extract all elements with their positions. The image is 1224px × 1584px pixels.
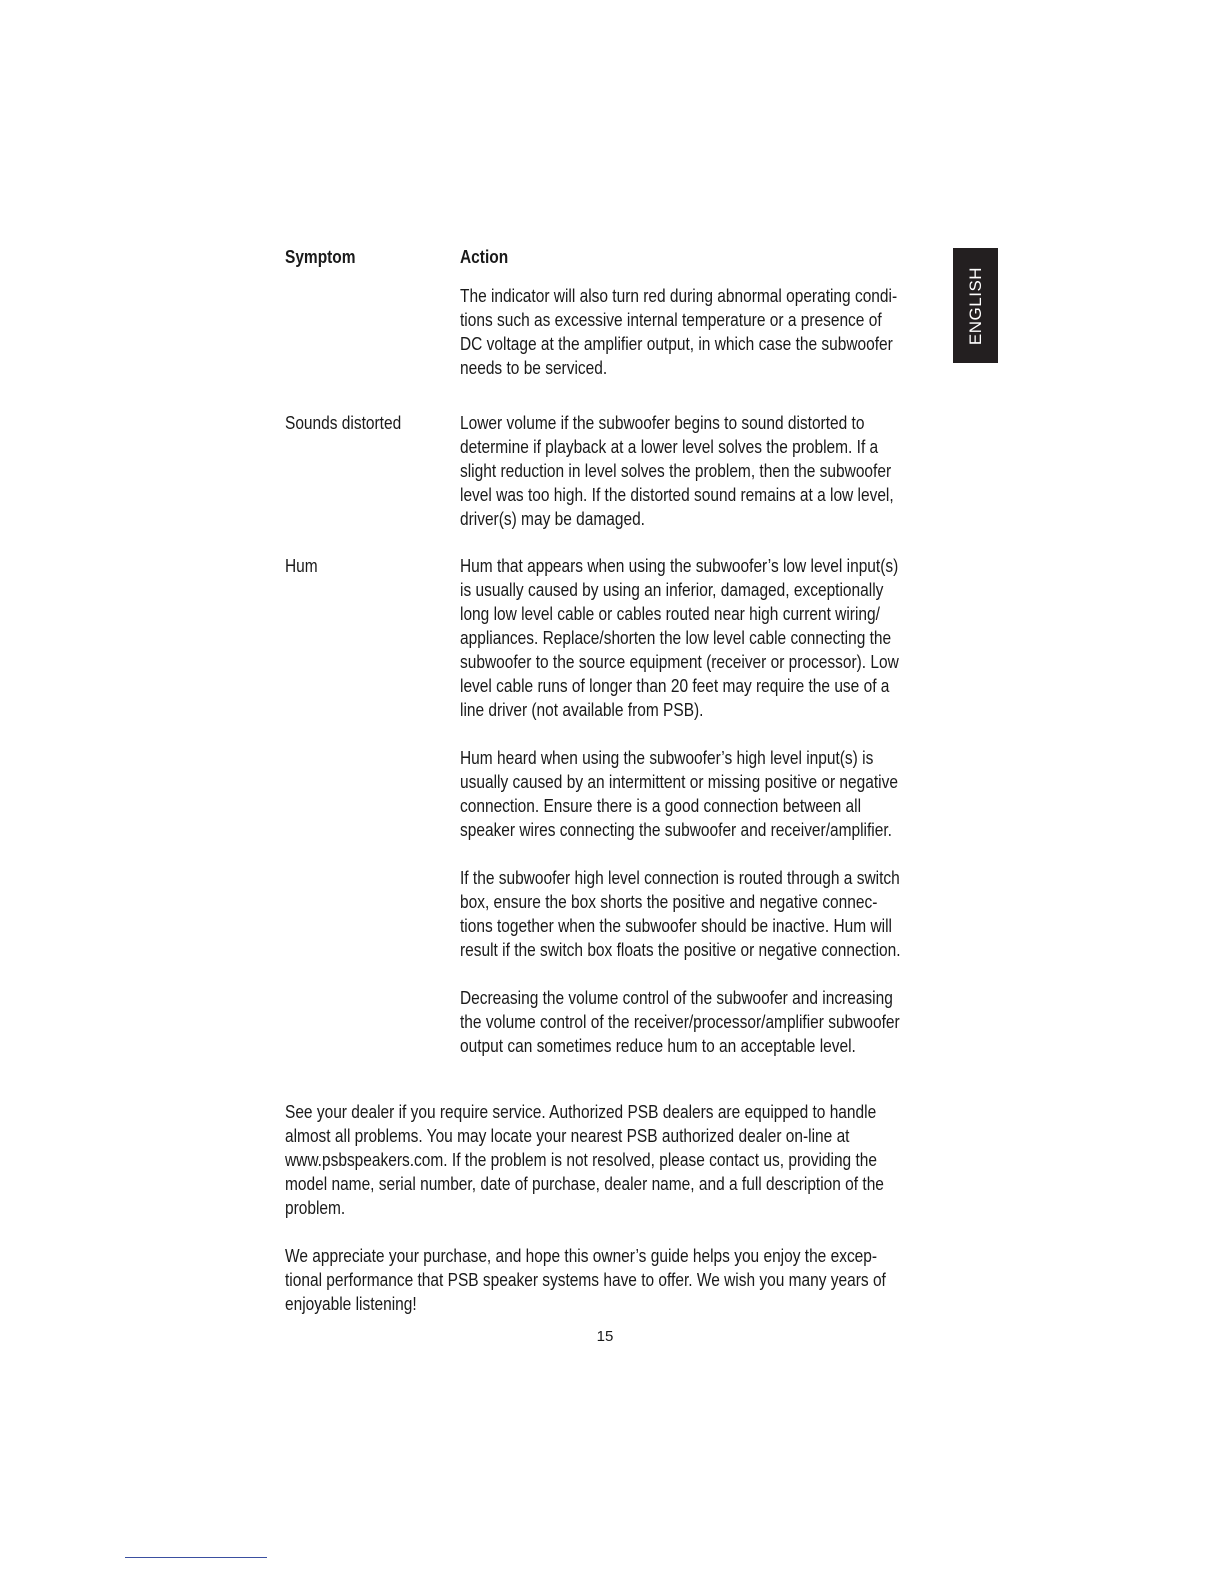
language-tab bbox=[953, 248, 998, 363]
action-text-line: If the subwoofer high level connection is routed through a switch bbox=[460, 868, 900, 888]
action-text-line: The indicator will also turn red during abnormal operating condi- bbox=[460, 286, 898, 306]
action-text-line: Lower volume if the subwoofer begins to sound distorted to bbox=[460, 413, 865, 433]
action-text-line: speaker wires connecting the subwoofer and receiver/amplifier. bbox=[460, 820, 892, 840]
action-text-line: level cable runs of longer than 20 feet may require the use of a bbox=[460, 676, 890, 696]
action-text-line: appliances. Replace/shorten the low level cable connecting the bbox=[460, 628, 892, 648]
closing-text-line: enjoyable listening! bbox=[285, 1294, 417, 1314]
action-text-line: long low level cable or cables routed near high current wiring/ bbox=[460, 604, 880, 624]
action-text-line: is usually caused by using an inferior, damaged, exceptionally bbox=[460, 580, 884, 600]
action-text-line: level was too high. If the distorted sound remains at a low level, bbox=[460, 485, 894, 505]
action-text-line: result if the switch box floats the positive or negative connection. bbox=[460, 940, 901, 960]
action-text-line: Hum heard when using the subwoofer’s high level input(s) is bbox=[460, 748, 874, 768]
action-text-line: driver(s) may be damaged. bbox=[460, 509, 645, 529]
action-header: Action bbox=[460, 247, 509, 267]
language-tab-label: ENGLISH bbox=[965, 266, 985, 345]
action-text-line: connection. Ensure there is a good connection between all bbox=[460, 796, 862, 816]
symptom-label: Sounds distorted bbox=[285, 413, 402, 433]
closing-text-line: tional performance that PSB speaker systems have to offer. We wish you many years of bbox=[285, 1270, 886, 1290]
closing-text-line: almost all problems. You may locate your nearest PSB authorized dealer on-line at bbox=[285, 1126, 850, 1146]
action-text-line: determine if playback at a lower level solves the problem. If a bbox=[460, 437, 879, 457]
action-text-line: subwoofer to the source equipment (receiver or processor). Low bbox=[460, 652, 899, 672]
action-text-line: usually caused by an intermittent or missing positive or negative bbox=[460, 772, 898, 792]
action-text-line: DC voltage at the amplifier output, in which case the subwoofer bbox=[460, 334, 893, 354]
action-text-line: box, ensure the box shorts the positive and negative connec- bbox=[460, 892, 878, 912]
action-text-line: Decreasing the volume control of the subwoofer and increasing bbox=[460, 988, 893, 1008]
action-text-line: tions such as excessive internal temperature or a presence of bbox=[460, 310, 882, 330]
action-text-line: output can sometimes reduce hum to an acceptable level. bbox=[460, 1036, 856, 1056]
action-text-line: needs to be serviced. bbox=[460, 358, 608, 378]
action-text-line: tions together when the subwoofer should be inactive. Hum will bbox=[460, 916, 892, 936]
closing-text-line: problem. bbox=[285, 1198, 346, 1218]
symptom-label: Hum bbox=[285, 556, 318, 576]
action-text-line: slight reduction in level solves the problem, then the subwoofer bbox=[460, 461, 892, 481]
closing-text-line: See your dealer if you require service. Authorized PSB dealers are equipped to handle bbox=[285, 1102, 877, 1122]
closing-text-line: model name, serial number, date of purchase, dealer name, and a full description of the bbox=[285, 1174, 884, 1194]
footer-rule bbox=[125, 1557, 267, 1558]
action-text-line: the volume control of the receiver/processor/amplifier subwoofer bbox=[460, 1012, 900, 1032]
action-text-line: Hum that appears when using the subwoofer’s low level input(s) bbox=[460, 556, 899, 576]
page-number: 15 bbox=[596, 1328, 614, 1345]
action-text-line: line driver (not available from PSB). bbox=[460, 700, 704, 720]
symptom-header: Symptom bbox=[285, 247, 356, 267]
closing-text-line: www.psbspeakers.com. If the problem is not resolved, please contact us, providing the bbox=[285, 1150, 877, 1170]
closing-text-line: We appreciate your purchase, and hope this owner’s guide helps you enjoy the excep- bbox=[285, 1246, 878, 1266]
